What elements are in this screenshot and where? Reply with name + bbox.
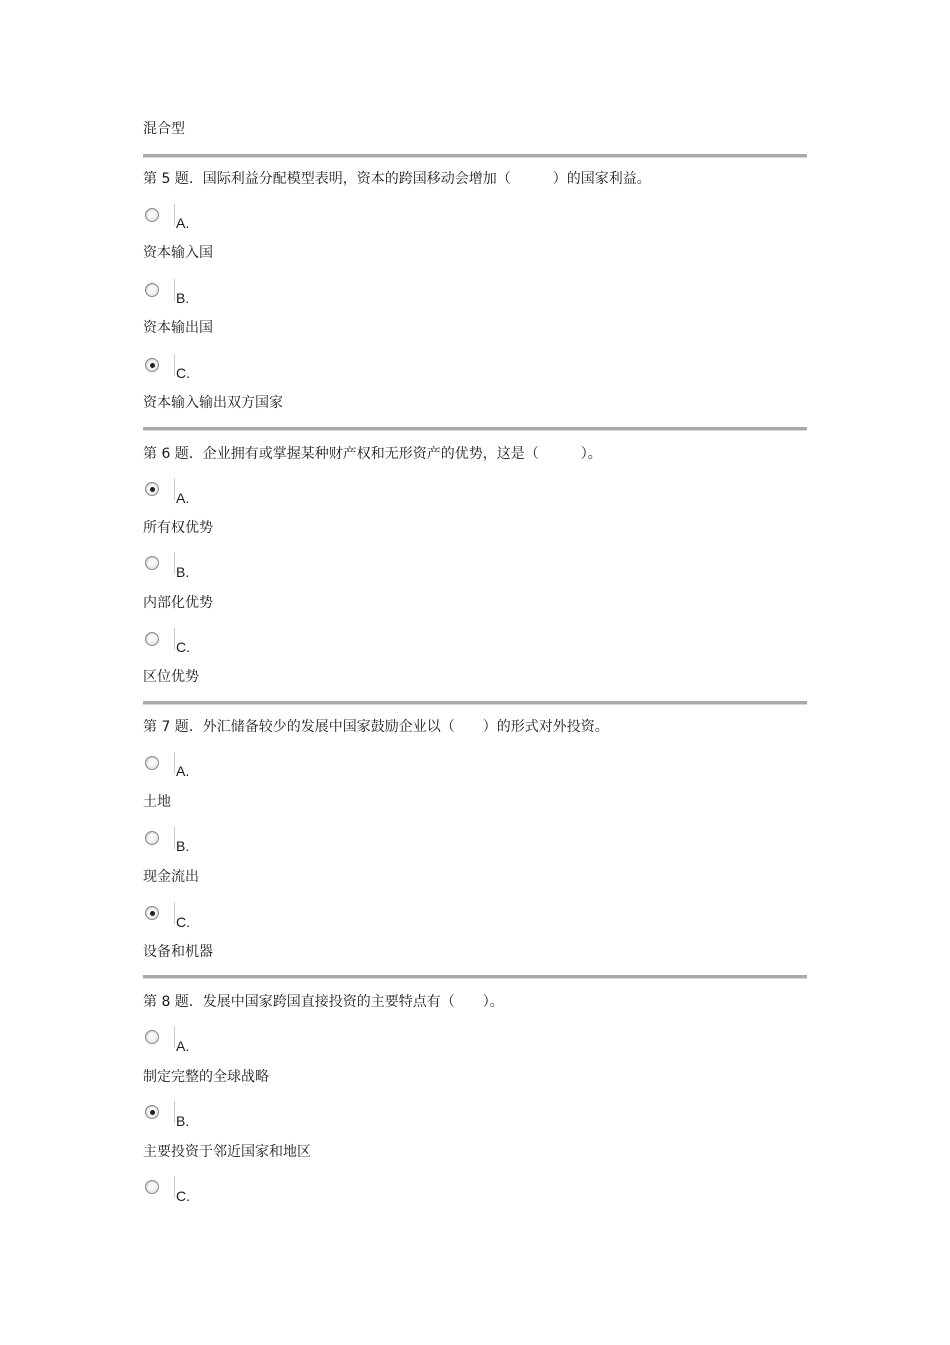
q5-option-b-radio[interactable] — [145, 283, 159, 297]
q5-option-a-text: 资本输入国 — [143, 245, 213, 261]
q7-option-c-text: 设备和机器 — [143, 944, 213, 960]
q7-option-c-letter: C. — [176, 914, 190, 930]
q7-option-b-radio[interactable] — [145, 831, 159, 845]
question-7 — [143, 718, 609, 736]
q5-option-b-letter: B. — [176, 290, 190, 306]
question-5 — [143, 170, 651, 188]
option-cell-border — [174, 1176, 175, 1198]
q6-option-c-radio[interactable] — [145, 632, 159, 646]
question-number: 第 5 题 — [143, 171, 189, 187]
q7-option-a-text: 土地 — [143, 794, 171, 810]
question-text: ．发展中国家跨国直接投资的主要特点有（ ）。 — [188, 994, 504, 1010]
question-6 — [143, 445, 602, 463]
q6-option-b-text: 内部化优势 — [143, 595, 213, 611]
option-cell-border — [174, 752, 175, 774]
question-text: ．国际利益分配模型表明，资本的跨国移动会增加（ ）的国家利益。 — [188, 171, 651, 187]
q6-option-a-radio[interactable] — [145, 482, 159, 496]
q7-option-a-radio[interactable] — [145, 756, 159, 770]
q8-option-c-radio[interactable] — [145, 1180, 159, 1194]
question-divider — [143, 975, 807, 979]
q8-option-a-radio[interactable] — [145, 1030, 159, 1044]
q7-option-a-letter: A. — [176, 763, 190, 779]
q6-option-b-radio[interactable] — [145, 556, 159, 570]
question-text: ．外汇储备较少的发展中国家鼓励企业以（ ）的形式对外投资。 — [188, 719, 609, 735]
option-cell-border — [174, 552, 175, 574]
q6-option-a-letter: A. — [176, 490, 190, 506]
question-8 — [143, 993, 504, 1011]
q6-option-c-letter: C. — [176, 639, 190, 655]
question-number: 第 7 题 — [143, 719, 189, 735]
question-number: 第 6 题 — [143, 446, 189, 462]
question-divider — [143, 701, 807, 705]
q6-option-c-text: 区位优势 — [143, 669, 199, 685]
q5-option-c-letter: C. — [176, 365, 190, 381]
q5-option-b-text: 资本输出国 — [143, 320, 213, 336]
q8-option-b-text: 主要投资于邻近国家和地区 — [143, 1144, 311, 1160]
question-divider — [143, 154, 807, 158]
q7-option-c-radio[interactable] — [145, 906, 159, 920]
q5-option-a-letter: A. — [176, 215, 190, 231]
q8-option-b-letter: B. — [176, 1113, 190, 1129]
option-cell-border — [174, 354, 175, 376]
q8-option-a-text: 制定完整的全球战略 — [143, 1069, 269, 1085]
option-cell-border — [174, 478, 175, 500]
question-divider — [143, 427, 807, 431]
option-cell-border — [174, 827, 175, 849]
option-cell-border — [174, 628, 175, 650]
option-cell-border — [174, 902, 175, 924]
q7-option-b-text: 现金流出 — [143, 869, 199, 885]
q7-option-b-letter: B. — [176, 838, 190, 854]
question-text: ．企业拥有或掌握某种财产权和无形资产的优势，这是（ ）。 — [188, 446, 602, 462]
question-number: 第 8 题 — [143, 994, 189, 1010]
q6-option-a-text: 所有权优势 — [143, 520, 213, 536]
section-title: 混合型 — [143, 121, 185, 137]
q8-option-b-radio[interactable] — [145, 1105, 159, 1119]
q5-option-c-radio[interactable] — [145, 358, 159, 372]
q5-option-a-radio[interactable] — [145, 208, 159, 222]
option-cell-border — [174, 1026, 175, 1048]
q5-option-c-text: 资本输入输出双方国家 — [143, 395, 283, 411]
q8-option-a-letter: A. — [176, 1038, 190, 1054]
option-cell-border — [174, 1101, 175, 1123]
option-cell-border — [174, 279, 175, 301]
option-cell-border — [174, 204, 175, 226]
q6-option-b-letter: B. — [176, 564, 190, 580]
q8-option-c-letter: C. — [176, 1188, 190, 1204]
